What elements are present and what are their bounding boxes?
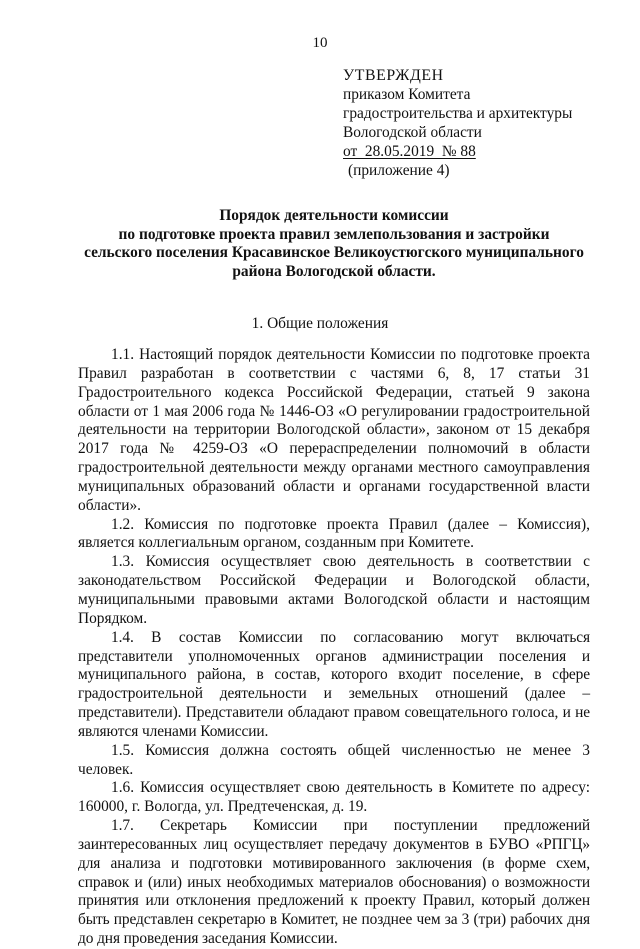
paragraph-1-4: 1.4. В состав Комиссии по согласованию могут включаться представители уполномоченных органов администрации поселения и муниципального района, в состав, которого входит поселение, в сфере градостроительной деятельности и земельных отношений (далее – представители). Представители обладают правом совещательного голоса, и не являются членами Комиссии. bbox=[78, 628, 590, 740]
title-line: сельского поселения Красавинское Великоустюгского муниципального bbox=[84, 244, 584, 262]
paragraph-1-2: 1.2. Комиссия по подготовке проекта Правил (далее – Комиссия), является коллегиальным органом, созданным при Комитете. bbox=[78, 515, 590, 552]
approval-block bbox=[343, 67, 623, 180]
document-body bbox=[78, 346, 590, 949]
paragraph-1-6: 1.6. Комиссия осуществляет свою деятельность в Комитете по адресу: 160000, г. Вологда, ул. Предтеченская, д. 19. bbox=[78, 779, 590, 816]
approval-line-region: Вологодской области bbox=[343, 123, 482, 141]
approval-appendix: (приложение 4) bbox=[348, 161, 450, 179]
paragraph-1-1: 1.1. Настоящий порядок деятельности Комиссии по подготовке проекта Правил разработан в соответствии с частями 6, 8, 17 статьи 31 Градостроительного кодекса Российской Федерации, статьей 9 закона области от 1 мая 2006 года № 1446-ОЗ «О регулировании градостроительной деятельности на территории Вологодской области», законом от 15 декабря 2017 года № 4259-ОЗ «О перераспределении полномочий в области градостроительной деятельности между органами местного самоуправления муниципальных образований области и органами государственной власти области». bbox=[78, 346, 590, 514]
approval-line-order: приказом Комитета bbox=[343, 85, 471, 103]
approval-stamp: УТВЕРЖДЕН bbox=[343, 67, 444, 84]
title-line: по подготовке проекта правил землепользования и застройки bbox=[118, 225, 550, 243]
paragraph-1-7: 1.7. Секретарь Комиссии при поступлении предложений заинтересованных лиц осуществляет передачу документов в БУВО «РПГЦ» для анализа и подготовки мотивированного заключения (в форме схем, справок и (или) иных необходимых материалов обоснования) о возможности принятия или отклонения предложений к проекту Правил, который должен быть представлен секретарю в Комитет, не позднее чем за 3 (три) рабочих дня до дня проведения заседания Комиссии. bbox=[78, 817, 590, 948]
approval-date-number: от 28.05.2019 № 88 bbox=[343, 142, 476, 160]
title-line: района Вологодской области. bbox=[232, 262, 436, 280]
paragraph-1-3: 1.3. Комиссия осуществляет свою деятельность в соответствии с законодательством Российской Федерации и Вологодской области, муниципальными правовыми актами Вологодской области и настоящим Порядком. bbox=[78, 553, 590, 627]
approval-line-committee: градостроительства и архитектуры bbox=[343, 104, 573, 122]
section-heading: 1. Общие положения bbox=[251, 315, 389, 332]
page-number: 10 bbox=[312, 35, 328, 51]
document-title bbox=[80, 207, 588, 281]
paragraph-1-5: 1.5. Комиссия должна состоять общей численностью не менее 3 человек. bbox=[78, 741, 590, 778]
title-line: Порядок деятельности комиссии bbox=[219, 207, 449, 224]
